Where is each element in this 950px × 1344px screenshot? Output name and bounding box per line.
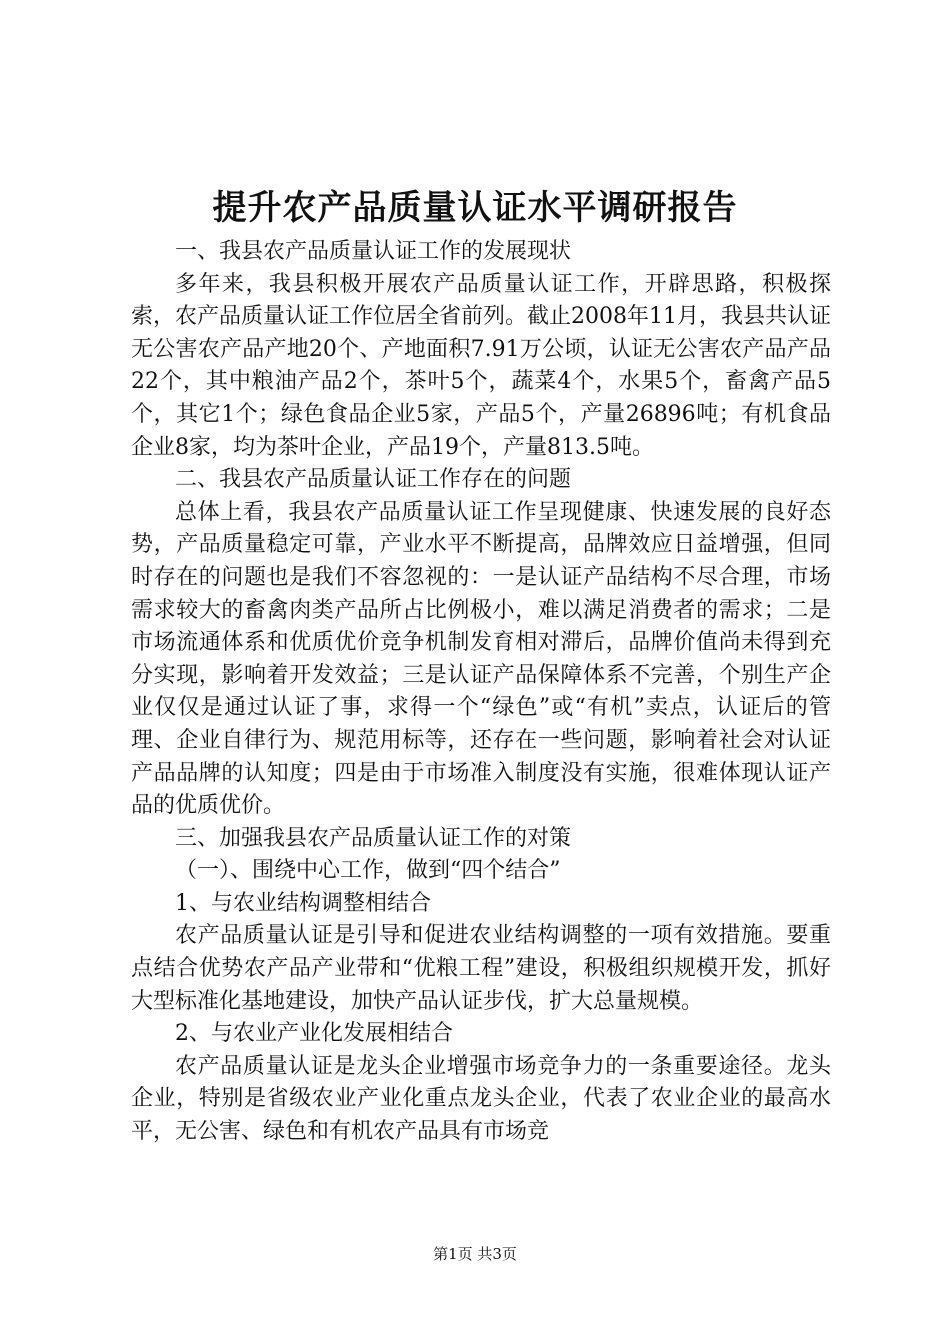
paragraph-problems: 总体上看，我县农产品质量认证工作呈现健康、快速发展的良好态势，产品质量稳定可靠，产业水平不断提高，品牌效应日益增强，但同时存在的问题也是我们不容忽视的：一是认证产品结构不尽合理，市场需求较大的畜禽肉类产品所占比例极小，难以满足消费者的需求；二是市场流通体系和优质优价竞争机制发育相对滞后，品牌价值尚未得到充分实现，影响着开发效益；三是认证产品保障体系不完善，个别生产企业仅仅是通过认证了事，求得一个“绿色”或“有机”卖点，认证后的管理、企业自律行为、规范用标等，还存在一些问题，影响着社会对认证产品品牌的认知度；四是由于市场准入制度没有实施，很难体现认证产品的优质优价。: [131, 499, 831, 819]
paragraph-industrialization: 农产品质量认证是龙头企业增强市场竞争力的一条重要途径。龙头企业，特别是省级农业产业化重点龙头企业，代表了农业企业的最高水平，无公害、绿色和有机农产品具有市场竞: [131, 1053, 831, 1145]
section-heading-1: 一、我县农产品质量认证工作的发展现状: [175, 239, 572, 264]
section-heading-2: 二、我县农产品质量认证工作存在的问题: [175, 467, 572, 493]
paragraph-structure: 农产品质量认证是引导和促进农业结构调整的一项有效措施。要重点结合优势农产品产业带和“优粮工程”建设，积极组织规模开发，抓好大型标准化基地建设，加快产品认证步伐，扩大总量规模。: [131, 923, 831, 1014]
paragraph-status: 多年来，我县积极开展农产品质量认证工作，开辟思路，积极探索，农产品质量认证工作位居全省前列。截止2008年11月，我县共认证无公害农产品产地20个、产地面积7.91万公顷，认证无公害农产品产品22个，其中粮油产品2个，茶叶5个，蔬菜4个，水果5个，畜禽产品5个，其它1个；绿色食品企业5家，产品5个，产量26896吨；有机食品企业8家，均为茶叶企业，产品19个，产量813.5吨。: [131, 271, 831, 460]
page-footer: 第1页 共3页: [433, 1245, 517, 1263]
document-body: [131, 236, 831, 1149]
section-heading-3: 三、加强我县农产品质量认证工作的对策: [175, 825, 572, 851]
document-title: 提升农产品质量认证水平调研报告: [212, 188, 738, 228]
item-heading-2: 2、与农业产业化发展相结合: [175, 1021, 453, 1047]
item-heading-1: 1、与农业结构调整相结合: [175, 890, 431, 916]
subsection-heading-1: （一）、围绕中心工作，做到“四个结合”: [175, 858, 561, 884]
